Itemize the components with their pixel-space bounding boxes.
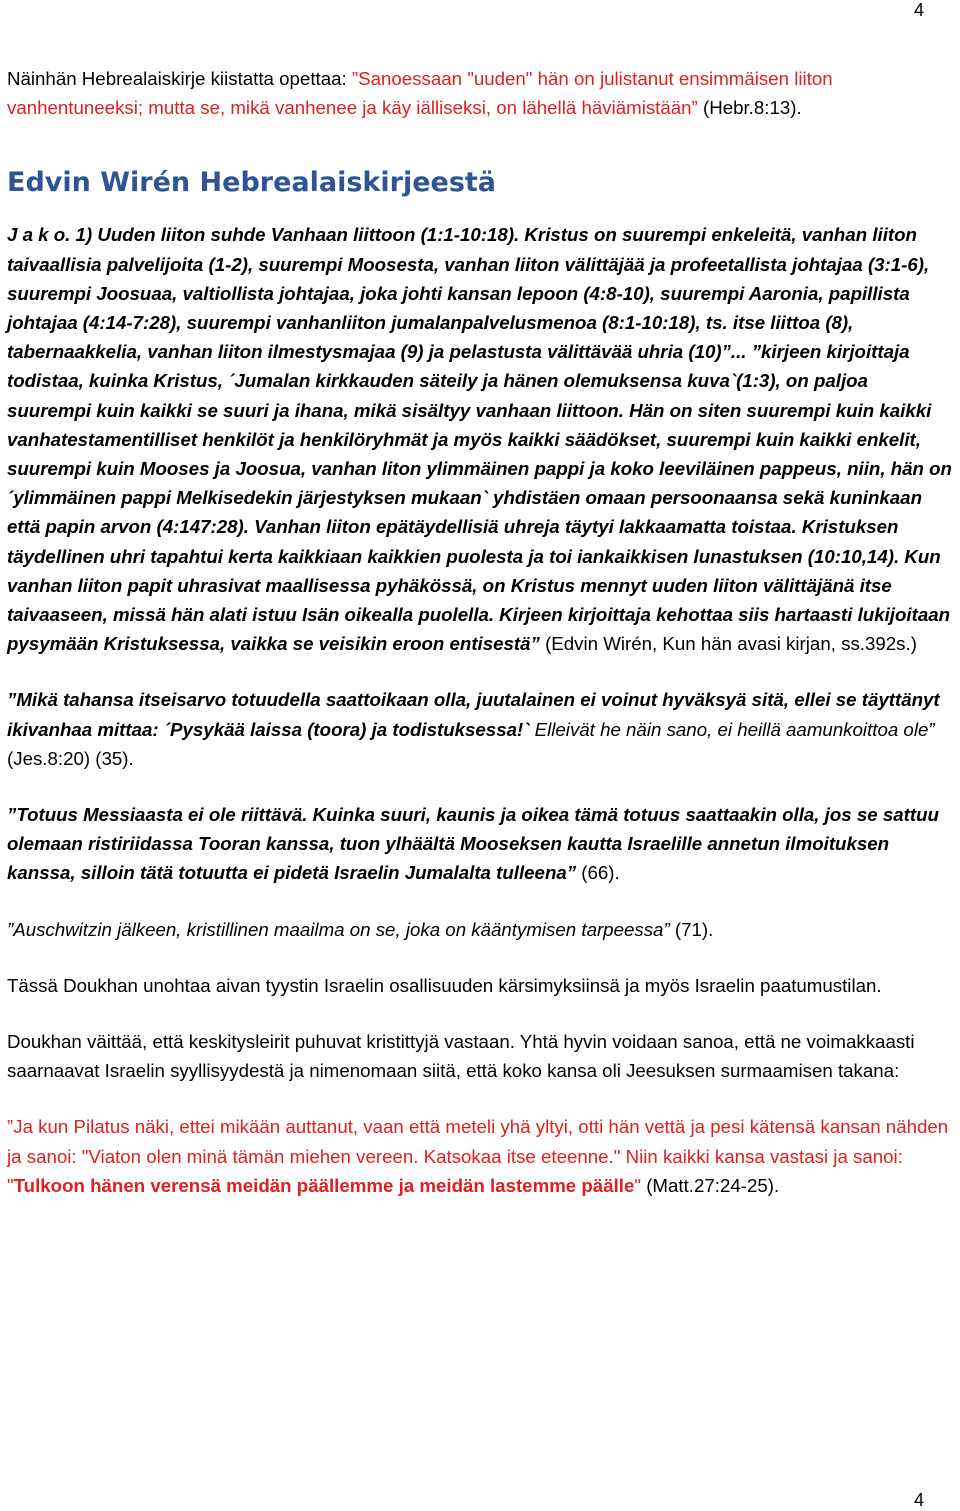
quote-35-italic: Elleivät he näin sano, ei heillä aamunkoittoa ole” — [529, 718, 935, 740]
page-number-top: 4 — [913, 0, 924, 20]
paragraph-doukhan: Doukhan väittää, että keskitysleirit puhuvat kristittyjä vastaan. Yhtä hyvin voidaan sanoa, että ne voimakkaasti saarnaavat Israelin syyllisyydestä ja nimenomaan siitä, että koko kansa oli Jeesuksen surmaamisen takana: — [7, 1031, 915, 1082]
paragraph-wiren-summary — [7, 220, 953, 658]
matthew-quote-close: " — [634, 1174, 642, 1196]
paragraph-tassa: Tässä Doukhan unohtaa aivan tyystin Israelin osallisuuden kärsimyksiinsä ja myös Israelin paatumustilan. — [7, 974, 882, 996]
quote-35-reference: (Jes.8:20) (35). — [7, 747, 134, 769]
paragraph-matthew-quote — [7, 1112, 953, 1200]
wiren-source: (Edvin Wirén, Kun hän avasi kirjan, ss.392s.) — [539, 633, 917, 655]
quote-71-reference: (71). — [669, 918, 714, 940]
hebrews-reference: (Hebr.8:13). — [697, 97, 802, 119]
paragraph-quote-35 — [7, 685, 953, 773]
wiren-quote: J a k o. 1) Uuden liiton suhde Vanhaan liittoon (1:1-10:18). Kristus on suurempi enkeleitä, vanhan liiton taivaallisia palvelijoita (1-2), suurempi Moosesta, vanhan liiton välittäjää ja profeetallista johtajaa (3:1-6), suurempi Joosuaa, valtiollista johtajaa, joka johti kansan lepoon (4:8-10), suurempi Aaronia, papillista johtajaa (4:14-7:28), suurempi vanhanliiton jumalanpalvelusmenoa (8:1-10:18), ts. itse liittoa (8), tabernaakkelia, vanhan liiton ilmestysmajaa (9) ja pelastusta välittävää uhria (10)”... ”kirjeen kirjoittaja todistaa, kuinka Kristus, ´Jumalan kirkkauden säteily ja hänen olemuksensa kuva`(1:3), on paljoa suurempi kuin kaikki se suuri ja ihana, mikä sisältyy vanhaan liittoon. Hän on siten suurempi kuin kaikki vanhatestamentilliset henkilöt ja henkilöryhmät ja myös kaikki säädökset, suurempi kuin kaikki enkelit, suurempi kuin Mooses ja Joosua, vanhan liton ylimmäinen pappi ja koko leeviläinen pappeus, niin, hän on ´ylimmäinen pappi Melkisedekin järjestyksen mukaan` yhdistäen omaan persoonaansa sekä kuninkaan että papin arvon (4:147:28). Vanhan liiton epätäydellisiä uhreja täytyi lakkaamatta toistaa. Kristuksen täydellinen uhri tapahtui kerta kaikkiaan kaikkien puolesta ja toi iankaikkisen lunastuksen (10:10,14). Kun vanhan liiton papit uhrasivat maallisessa pyhäkössä, on Kristus mennyt uuden liiton välittäjänä itse taivaaseen, missä hän alati istuu Isän oikealla puolella. Kirjeen kirjoittaja kehottaa siis hartaasti lukijoitaan pysymään Kristuksessa, vaikka se veisikin eroon entisestä” — [7, 224, 952, 655]
quote-71-italic: ”Auschwitzin jälkeen, kristillinen maailma on se, joka on kääntymisen tarpeessa” — [7, 918, 670, 940]
matthew-quote: ”Ja kun Pilatus näki, ettei mikään auttanut, vaan että meteli yhä yltyi, otti hän vettä ja pesi kätensä kansan nähden ja sanoi: "Viaton olen minä tämän miehen vereen. Katsokaa itse eteenne." Niin kaikki kansa vastasi ja sanoi: " — [7, 1116, 949, 1196]
quote-66-bold: ”Totuus Messiaasta ei ole riittävä. Kuinka suuri, kaunis ja oikea tämä totuus saattaakin olla, jos se sattuu olemaan ristiriidassa Tooran kanssa, tuon ylhäältä Mooseksen kautta Israelille annetun ilmoituksen kanssa, silloin tätä totuutta ei pidetä Israelin Jumalalta tulleena” — [7, 804, 939, 884]
quote-35-bold: ”Mikä tahansa itseisarvo totuudella saattoikaan olla, juutalainen ei voinut hyväksyä sitä, ellei se täyttänyt ikivanhaa mittaa: ´Pysykää laissa (toora) ja todistuksessa!` — [7, 689, 940, 740]
quote-66-reference: (66). — [576, 862, 620, 884]
paragraph-quote-71 — [7, 915, 953, 944]
hebrews-quote: ”Sanoessaan "uuden" hän on julistanut ensimmäisen liiton vanhentuneeksi; mutta se, mikä vanhenee ja käy iälliseksi, on lähellä häviämistään” — [7, 68, 833, 119]
matthew-reference: (Matt.27:24-25). — [641, 1174, 780, 1196]
intro-text: Näinhän Hebrealaiskirje kiistatta opettaa: — [7, 68, 352, 89]
document-body — [7, 64, 953, 1200]
page-number-bottom: 4 — [913, 1490, 924, 1510]
section-heading: Edvin Wirén Hebrealaiskirjeestä — [7, 167, 497, 199]
paragraph-hebrews-quote — [7, 64, 953, 122]
paragraph-quote-66 — [7, 800, 953, 888]
matthew-quote-bold: Tulkoon hänen verensä meidän päällemme ja meidän lastemme päälle — [13, 1174, 635, 1196]
